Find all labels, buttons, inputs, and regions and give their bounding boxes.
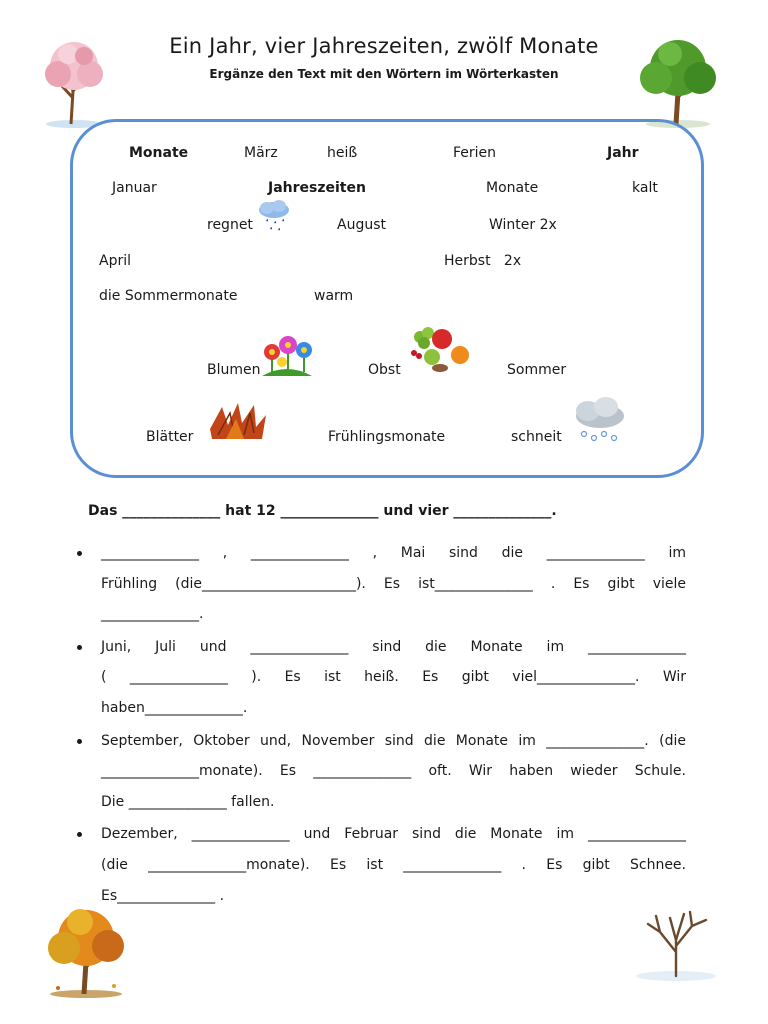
autumn-tree-icon [36, 900, 136, 1000]
word-august: August [337, 217, 386, 233]
word-maerz: März [244, 145, 278, 161]
exercise-list [72, 538, 686, 913]
page-title: Ein Jahr, vier Jahreszeiten, zwölf Monate [169, 34, 599, 58]
word-regnet: regnet [207, 217, 253, 233]
sentence-line: ______________monate). Es ______________ oft. Wir haben wieder Schule. [101, 763, 686, 780]
sentence-line: Frühling (die______________________). Es ist______________ . Es gibt viele [101, 575, 686, 592]
autumn-leaves-icon [204, 399, 270, 443]
word-heiss: heiß [327, 145, 358, 161]
sentence-line: haben______________. [101, 699, 248, 716]
word-herbst: Herbst 2x [444, 253, 522, 269]
fruit-icon [406, 323, 472, 375]
word-blumen: Blumen [207, 362, 261, 378]
word-blaetter: Blätter [146, 429, 194, 445]
sentence-line: ______________ , ______________ , Mai sind die ______________ im [101, 545, 686, 561]
snow-cloud-icon [570, 396, 628, 444]
sentence-line: Es______________ . [101, 887, 225, 904]
sentence-line: ( ______________ ). Es ist heiß. Es gibt viel______________. Wir [101, 669, 686, 686]
sentence-line: Juni, Juli und ______________ sind die Monate im ______________ [101, 638, 686, 655]
word-sommer: Sommer [507, 362, 567, 378]
word-januar: Januar [112, 180, 157, 196]
word-jahr: Jahr [607, 145, 639, 161]
bullet-icon [77, 739, 82, 744]
word-monate-bold: Monate [129, 145, 189, 161]
sentence-line: Die ______________ fallen. [101, 793, 275, 810]
word-winter: Winter 2x [489, 217, 557, 233]
word-kalt: kalt [632, 180, 658, 196]
word-monate: Monate [486, 180, 539, 196]
intro-sentence: Das ______________ hat 12 ______________ und vier ______________. [88, 503, 557, 519]
word-die-sommermonate: die Sommermonate [99, 288, 238, 304]
word-ferien: Ferien [453, 145, 497, 161]
bullet-icon [77, 551, 82, 556]
page-subtitle: Ergänze den Text mit den Wörtern im Wörterkasten [209, 67, 559, 81]
spring-tree-icon [38, 36, 110, 130]
word-fruehlingsmonate: Frühlingsmonate [328, 429, 446, 445]
list-item [72, 819, 686, 911]
list-item [72, 538, 686, 630]
word-obst: Obst [368, 362, 401, 378]
rain-cloud-icon [256, 199, 292, 233]
bullet-icon [77, 832, 82, 837]
sentence-line: ______________. [101, 606, 204, 623]
word-jahreszeiten: Jahreszeiten [268, 180, 366, 196]
summer-tree-icon [630, 34, 726, 130]
sentence-line: Dezember, ______________ und Februar sind die Monate im ______________ [101, 826, 686, 843]
flowers-icon [258, 332, 316, 378]
sentence-line: September, Oktober und, November sind die Monate im ______________. (die [101, 732, 686, 749]
sentence-line: (die ______________monate). Es ist ______________ . Es gibt Schnee. [101, 856, 686, 873]
list-item [72, 726, 686, 818]
list-item [72, 632, 686, 724]
bullet-icon [77, 645, 82, 650]
word-april: April [99, 253, 131, 269]
word-schneit: schneit [511, 429, 562, 445]
word-warm: warm [314, 288, 354, 304]
